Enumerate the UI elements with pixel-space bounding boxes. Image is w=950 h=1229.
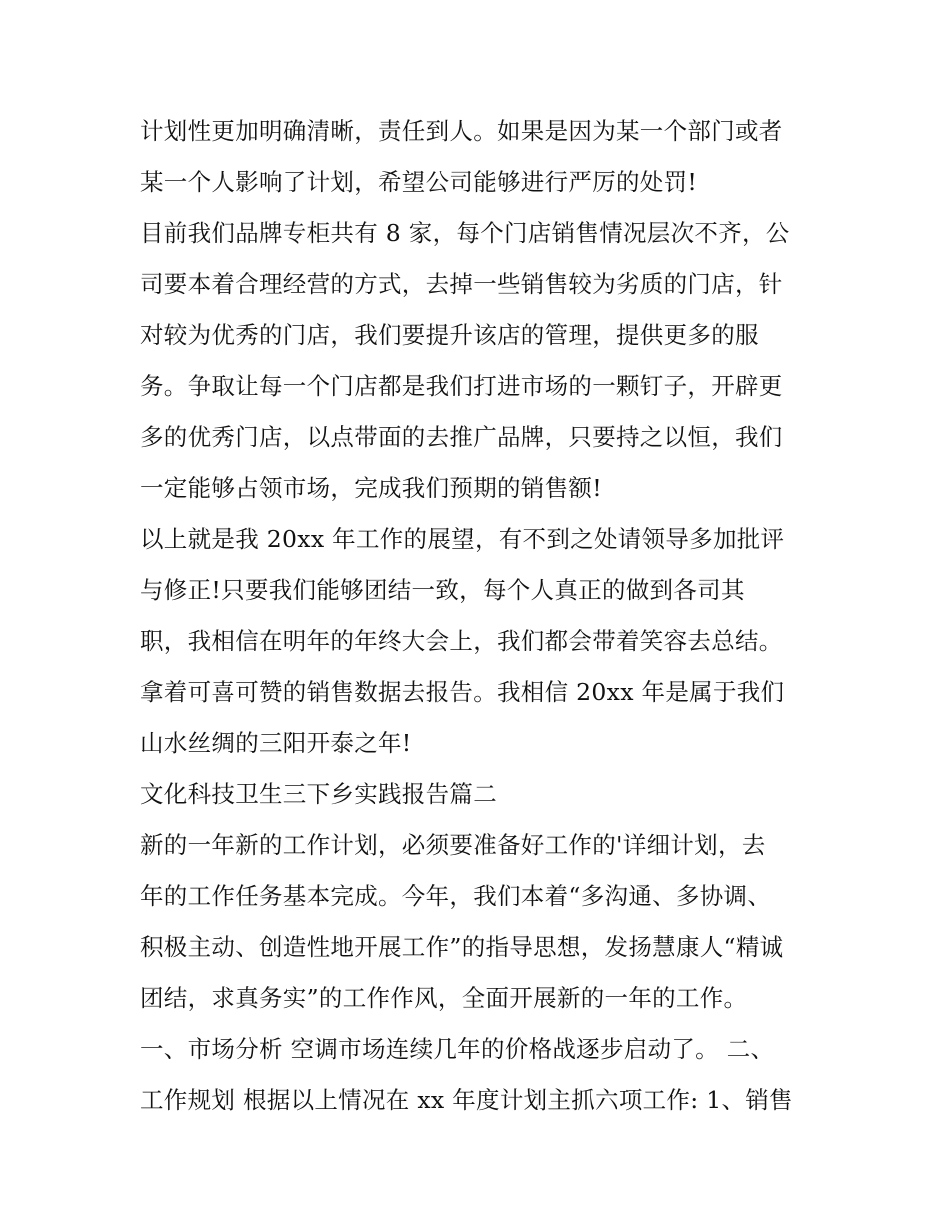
text-line-6: 务。争取让每一个门店都是我们打进市场的一颗钉子，开辟更 xyxy=(140,372,783,400)
text-line-19: 一、市场分析 空调市场连续几年的价格战逐步启动了。 二、 xyxy=(140,1035,775,1063)
text-line-12: 拿着可喜可赞的销售数据去报告。我相信 20xx 年是属于我们 xyxy=(140,678,785,706)
text-line-1: 计划性更加明确清晰，责任到人。如果是因为某一个部门或者 xyxy=(140,117,783,145)
text-line-11: 职，我相信在明年的年终大会上，我们都会带着笑容去总结。 xyxy=(140,627,783,655)
document-body xyxy=(140,106,830,1126)
text-line-5: 对较为优秀的门店，我们要提升该店的管理，提供更多的服 xyxy=(140,321,759,349)
section-heading: 文化科技卫生三下乡实践报告篇二 xyxy=(140,780,497,808)
text-line-18: 团结，求真务实”的工作作风，全面开展新的一年的工作。 xyxy=(140,984,748,1012)
text-line-13: 山水丝绸的三阳开泰之年! xyxy=(140,729,412,757)
text-line-20: 工作规划 根据以上情况在 xx 年度计划主抓六项工作: 1、销售 xyxy=(140,1086,793,1114)
text-line-16: 年的工作任务基本完成。今年，我们本着“多沟通、多协调、 xyxy=(140,882,772,910)
text-line-2: 某一个人影响了计划，希望公司能够进行严厉的处罚! xyxy=(140,168,698,196)
text-line-15: 新的一年新的工作计划，必须要准备好工作的'详细计划，去 xyxy=(140,831,766,859)
text-line-7: 多的优秀门店，以点带面的去推广品牌，只要持之以恒，我们 xyxy=(140,423,783,451)
text-line-4: 司要本着合理经营的方式，去掉一些销售较为劣质的门店，针 xyxy=(140,270,783,298)
text-line-8: 一定能够占领市场，完成我们预期的销售额! xyxy=(140,474,602,502)
text-line-10: 与修正!只要我们能够团结一致，每个人真正的做到各司其 xyxy=(140,576,745,604)
text-line-9: 以上就是我 20xx 年工作的展望，有不到之处请领导多加批评 xyxy=(140,525,785,553)
text-line-3: 目前我们品牌专柜共有 8 家，每个门店销售情况层次不齐，公 xyxy=(140,219,790,247)
text-line-17: 积极主动、创造性地开展工作”的指导思想，发扬慧康人“精诚 xyxy=(140,933,784,961)
